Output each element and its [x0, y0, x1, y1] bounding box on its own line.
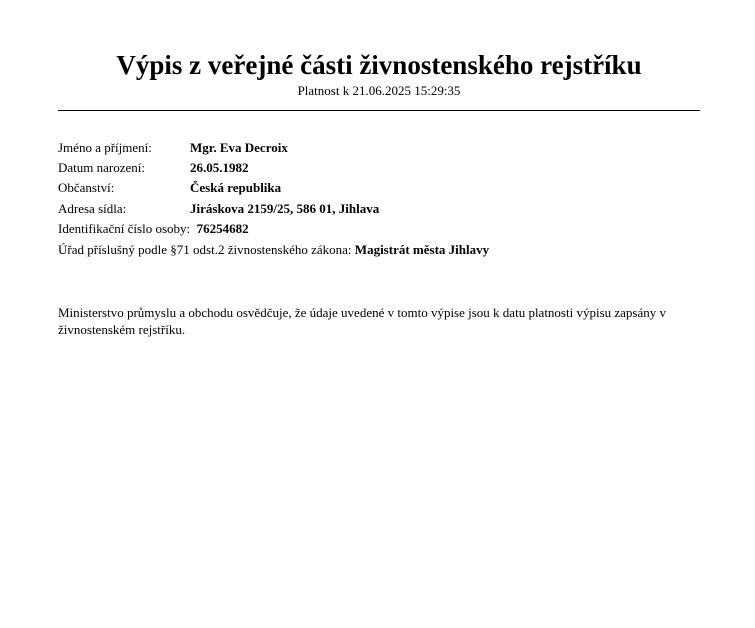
id-number-row	[58, 221, 249, 237]
office-row	[58, 242, 489, 258]
address-value: Jiráskova 2159/25, 586 01, Jihlava	[190, 201, 380, 216]
citizenship-row	[58, 180, 281, 196]
birth-date-value: 26.05.1982	[190, 160, 249, 175]
citizenship-value: Česká republika	[190, 180, 282, 195]
header-divider	[58, 110, 700, 111]
birth-date-row	[58, 160, 249, 176]
name-label: Jméno a příjmení:	[58, 140, 152, 155]
page-title: Výpis z veřejné části živnostenského rejstříku	[116, 50, 642, 80]
certification-note: Ministerstvo průmyslu a obchodu osvědčuje, že údaje uvedené v tomto výpise jsou k datu platnosti výpisu zapsány v živnostenském rejstříku.	[58, 305, 667, 337]
address-label: Adresa sídla:	[58, 201, 127, 216]
office-label: Úřad příslušný podle §71 odst.2 živnostenského zákona:	[58, 242, 352, 257]
birth-date-label: Datum narození:	[58, 160, 145, 175]
office-value: Magistrát města Jihlavy	[354, 242, 490, 257]
validity-date: Platnost k 21.06.2025 15:29:35	[297, 83, 461, 98]
citizenship-label: Občanství:	[58, 180, 115, 195]
address-row	[58, 201, 379, 217]
name-row	[58, 140, 288, 156]
name-value: Mgr. Eva Decroix	[190, 140, 288, 155]
id-number-value: 76254682	[196, 221, 249, 236]
id-number-label: Identifikační číslo osoby:	[58, 221, 191, 236]
